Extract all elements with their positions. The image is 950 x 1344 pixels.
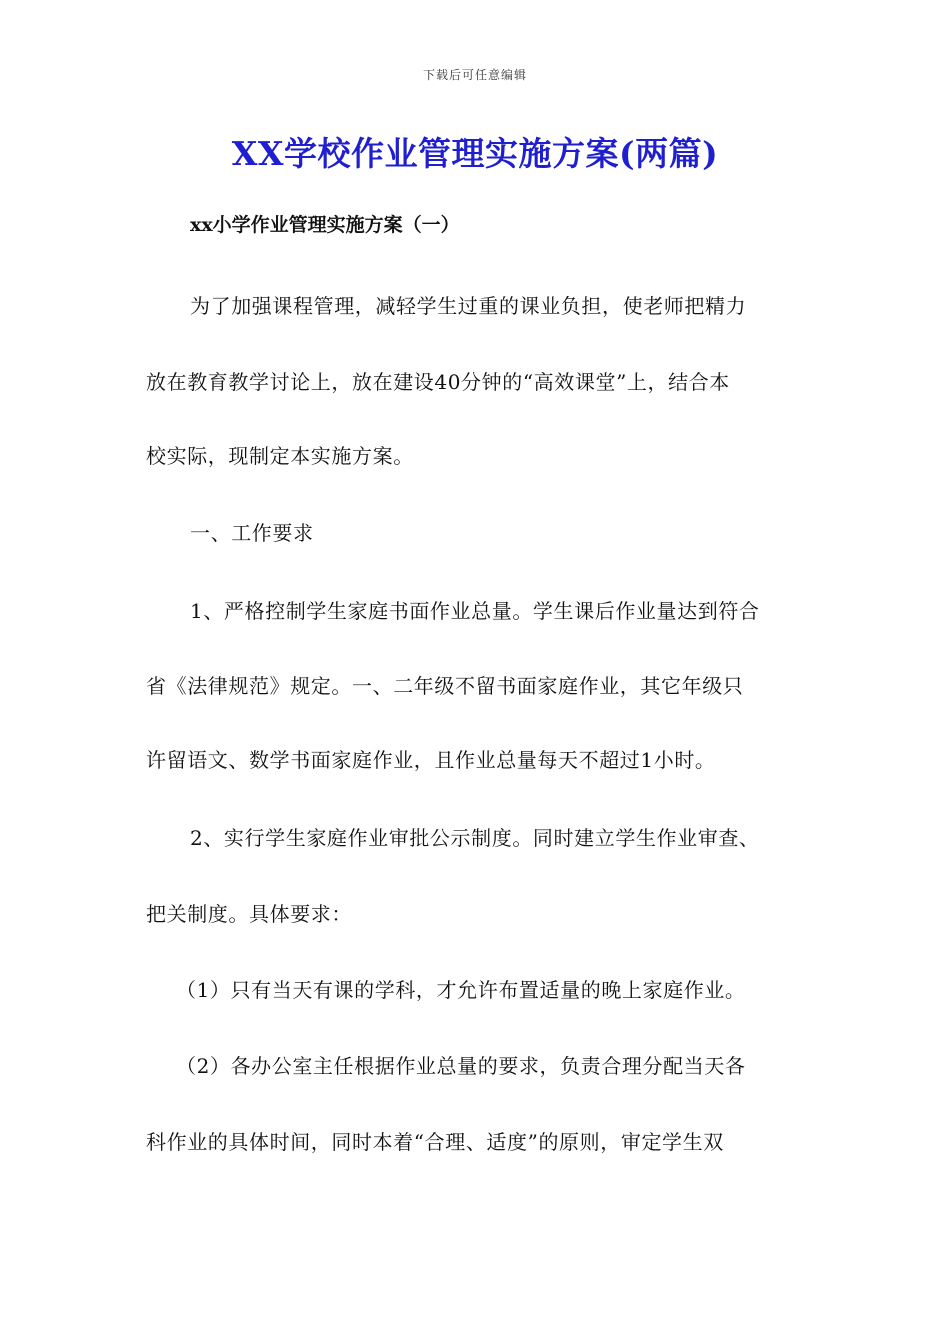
paragraph-line: 科作业的具体时间，同时本着“合理、适度”的原则，审定学生双: [146, 1130, 724, 1154]
list-item: （1）只有当天有课的学科，才允许布置适量的晚上家庭作业。: [176, 978, 746, 1002]
section-subtitle: xx小学作业管理实施方案（一）: [190, 214, 460, 236]
document-title: XX学校作业管理实施方案(两篇): [231, 134, 719, 173]
header-note: 下载后可任意编辑: [422, 68, 527, 82]
section-heading: 一、工作要求: [190, 521, 314, 545]
paragraph-line: 为了加强课程管理，减轻学生过重的课业负担，使老师把精力: [190, 294, 747, 318]
list-item: （2）各办公室主任根据作业总量的要求，负责合理分配当天各: [176, 1054, 746, 1078]
paragraph-line: 放在教育教学讨论上，放在建设40分钟的“高效课堂”上，结合本: [146, 370, 730, 394]
paragraph-line: 校实际，现制定本实施方案。: [146, 444, 414, 468]
paragraph-line: 2、实行学生家庭作业审批公示制度。同时建立学生作业审查、: [190, 826, 760, 850]
paragraph-line: 许留语文、数学书面家庭作业，且作业总量每天不超过1小时。: [146, 748, 716, 772]
paragraph-line: 省《法律规范》规定。一、二年级不留书面家庭作业，其它年级只: [146, 674, 744, 698]
paragraph-line: 1、严格控制学生家庭书面作业总量。学生课后作业量达到符合: [190, 599, 760, 623]
paragraph-line: 把关制度。具体要求：: [146, 902, 352, 926]
